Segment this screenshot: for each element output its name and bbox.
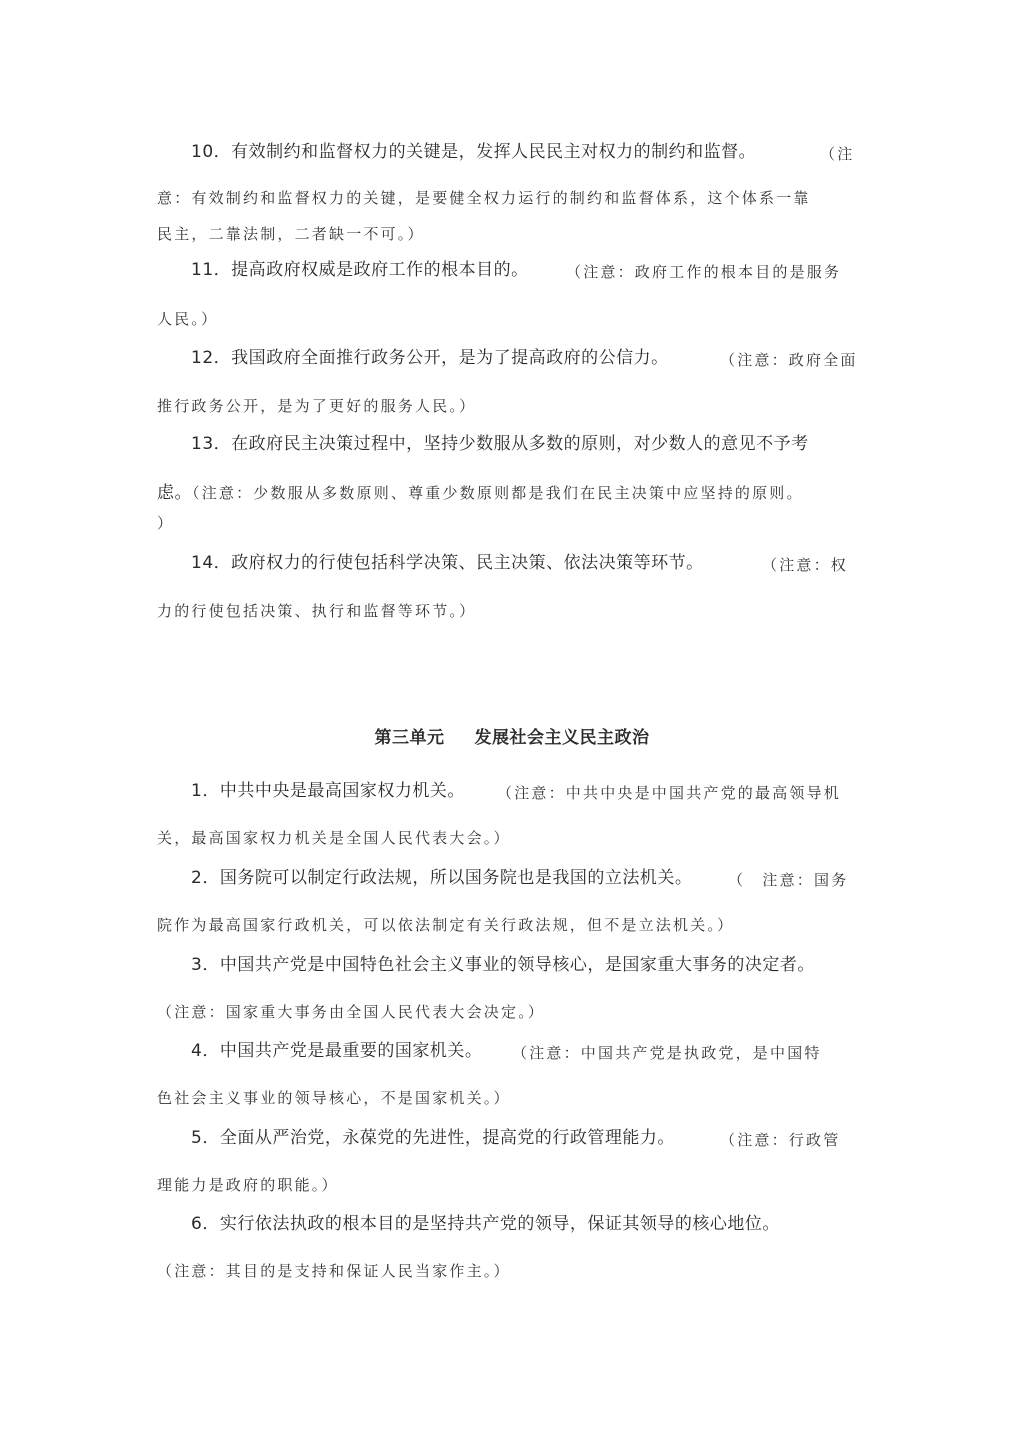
question-text: 2．国务院可以制定行政法规，所以国务院也是我国的立法机关。 [191,868,693,888]
note-text: 人民。） [157,310,219,328]
item-13-line-2 [157,481,804,505]
item-10-note-start [820,142,854,166]
note-text: （注意：行政管 [720,1131,841,1149]
question-text: 4．中国共产党是最重要的国家机关。 [191,1041,483,1061]
item-2-line-2 [157,913,734,937]
note-text: 意：有效制约和监督权力的关键，是要健全权力运行的制约和监督体系，这个体系一靠 [157,189,811,207]
question-text: 13．在政府民主决策过程中，坚持少数服从多数的原则，对少数人的意见不予考 [191,434,809,454]
question-text: 3．中国共产党是中国特色社会主义事业的领导核心，是国家重大事务的决定者。 [191,955,815,975]
question-text: 6．实行依法执政的根本目的是坚持共产党的领导，保证其领导的核心地位。 [191,1214,780,1234]
question-text: 1．中共中央是最高国家权力机关。 [191,781,465,801]
note-text: ） [157,514,175,532]
note-text: （注意：政府全面 [720,351,858,369]
item-13-line-3 [157,511,174,535]
unit-number: 第三单元 [374,728,445,748]
question-text: 11．提高政府权威是政府工作的根本目的。 [191,260,529,280]
item-1-line-1 [191,779,465,803]
item-14-line-1 [191,551,704,575]
note-text: 关，最高国家权力机关是全国人民代表大会。） [157,829,511,847]
item-13-line-1 [191,432,809,456]
item-12-line-2 [157,394,476,418]
unit-name: 发展社会主义民主政治 [474,728,650,748]
question-text: 5．全面从严治党，永葆党的先进性，提高党的行政管理能力。 [191,1128,675,1148]
note-text: 推行政务公开，是为了更好的服务人民。） [157,397,477,415]
item-14-line-2 [157,599,476,623]
item-14-note-start [762,553,848,577]
item-11-line-1 [191,258,529,282]
item-1-note-start [497,781,841,805]
note-text: （注意：政府工作的根本目的是服务 [566,263,842,281]
note-text: （注意：中共中央是中国共产党的最高领导机 [497,784,842,802]
item-4-line-2 [157,1086,511,1110]
item-5-note-start [720,1128,840,1152]
item-6-line-1 [191,1212,780,1236]
note-text: （注意：中国共产党是执政党，是中国特 [512,1044,822,1062]
question-text: 14．政府权力的行使包括科学决策、民主决策、依法决策等环节。 [191,553,704,573]
note-text: 色社会主义事业的领导核心，不是国家机关。） [157,1089,511,1107]
item-4-note-start [512,1041,822,1065]
item-11-line-2 [157,307,218,331]
item-12-note-start [720,348,858,372]
note-text: 力的行使包括决策、执行和监督等环节。） [157,602,477,620]
question-text: 12．我国政府全面推行政务公开，是为了提高政府的公信力。 [191,348,669,368]
item-5-line-1 [191,1126,675,1150]
note-text: 院作为最高国家行政机关，可以依法制定有关行政法规，但不是立法机关。） [157,916,735,934]
note-text: （注意：国家重大事务由全国人民代表大会决定。） [157,1003,546,1021]
note-text: （注意：其目的是支持和保证人民当家作主。） [157,1262,511,1280]
item-3-line-1 [191,953,815,977]
item-4-line-1 [191,1039,482,1063]
item-2-note-start [728,868,848,892]
note-text: （ 注意：国务 [728,871,849,889]
item-11-note-start [566,260,841,284]
item-10-line-3 [157,222,425,246]
item-1-line-2 [157,826,511,850]
item-2-line-1 [191,866,692,890]
item-12-line-1 [191,346,669,370]
item-3-line-2 [157,1000,545,1024]
section-title [0,726,1024,750]
note-text: 民主，二靠法制，二者缺一不可。） [157,225,425,243]
note-text: 理能力是政府的职能。） [157,1176,339,1194]
item-5-line-2 [157,1173,339,1197]
question-text: 10．有效制约和监督权力的关键是，发挥人民民主对权力的制约和监督。 [191,142,757,162]
note-text: （注意：少数服从多数原则、尊重少数原则都是我们在民主决策中应坚持的原则。 [192,484,804,502]
note-text: （注 [820,145,855,163]
question-text: 虑。 [157,483,192,503]
item-10-line-1 [191,140,756,164]
item-6-line-2 [157,1259,511,1283]
note-text: （注意：权 [762,556,849,574]
item-10-line-2 [157,186,811,210]
